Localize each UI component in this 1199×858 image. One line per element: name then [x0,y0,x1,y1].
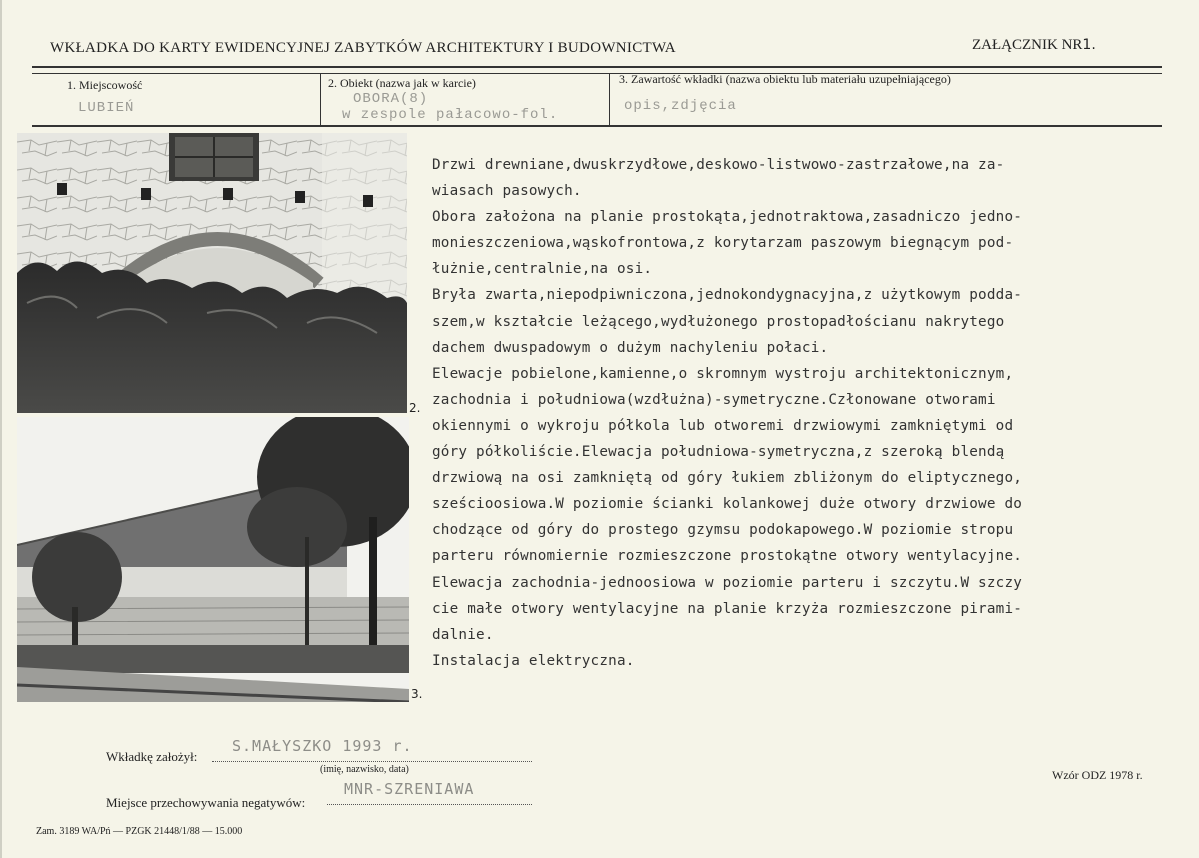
description-line: Drzwi drewniane,dwuskrzydłowe,deskowo-listwowo-zastrzałowe,na za- [432,157,1005,173]
description-line: Elewacje pobielone,kamienne,o skromnym wystroju architektonicznym, [432,365,1014,382]
description-line: Instalacja elektryczna. [432,652,635,669]
col-divider-2 [609,73,610,127]
description-line: Elewacja zachodnia-jednoosiowa w poziomie parteru i szczytu.W szczy [432,574,1023,591]
bottom-rule [32,125,1162,127]
print-info: Zam. 3189 WA/Pń — PZGK 21448/1/88 — 15.000 [36,826,243,837]
description-line: dachem dwuspadowym o dużym nachyleniu połaci. [432,339,829,356]
description-line: góry półkoliście.Elewacja południowa-symetryczna,z szeroką blendą [432,444,1005,461]
photo-1-number: 2. [409,401,421,415]
sheet-title: WKŁADKA DO KARTY EWIDENCYJNEJ ZABYTKÓW ARCHITEKTURY I BUDOWNICTWA [50,40,676,56]
field-3-value: opis,zdjęcia [624,98,737,114]
founder-value: S.MAŁYSZKO 1993 r. [232,737,413,755]
annex-number: 1. [1082,37,1096,53]
annex-label [972,37,1096,54]
field-2-label: 2. Obiekt (nazwa jak w karcie) [328,76,476,90]
photo-wall-arch-image [17,133,407,413]
founder-caption: (imię, nazwisko, data) [320,764,409,775]
photo-2-number: 3. [411,687,423,701]
description-line: zachodnia i południowa(wzdłużna)-symetryczne.Członowane otworami [432,391,996,408]
description-line: łużnie,centralnie,na osi. [432,261,653,278]
description-line: Obora założona na planie prostokąta,jednotraktowa,zasadniczo jedno- [432,209,1023,226]
description-line: szem,w kształcie leżącego,wydłużonego prostopadłościanu nakrytego [432,313,1005,330]
description-line: chodzące od góry do prostego gzymsu podokapowego.W poziomie stropu [432,522,1014,539]
photo-building-wall [17,417,409,702]
description-line: parteru równomiernie rozmieszczone prostokątne otwory wentylacyjne. [432,548,1023,565]
field-1-label: 1. Miejscowość [67,78,143,92]
form-code: Wzór ODZ 1978 r. [1052,768,1143,782]
field-2-value-line2: w zespole pałacowo-fol. [342,107,559,123]
photo-wall-arch [17,133,407,413]
description-line: cie małe otwory wentylacyjne na planie krzyża rozmieszczone pirami- [432,600,1023,617]
field-1-value: LUBIEŃ [78,100,135,116]
storage-dotted-line [327,804,532,805]
col-divider-1 [320,73,321,127]
storage-label: Miejsce przechowywania negatywów: [106,795,306,810]
field-3-label: 3. Zawartość wkładki (nazwa obiektu lub materiału uzupełniającego) [619,72,951,86]
field-2-value-line1: OBORA(8) [353,91,429,107]
top-rule [32,66,1162,68]
description-line: Bryła zwarta,niepodpiwniczona,jednokondygnacyjna,z użytkowym podda- [432,287,1023,304]
founder-label: Wkładkę założył: [106,749,198,764]
storage-value: MNR-SZRENIAWA [344,780,475,798]
annex-text: ZAŁĄCZNIK NR [972,37,1083,53]
description-line: drzwiową na osi zamkniętą od góry łukiem zbliżonym do eliptycznego, [432,470,1023,487]
description-line: wiasach pasowych. [432,183,582,200]
founder-dotted-line [212,761,532,762]
top-rule-2 [32,73,1162,74]
description-text [432,152,1162,674]
description-line: okiennymi o wykroju półkola lub otworemi drzwiowymi zamkniętymi od [432,417,1014,434]
description-line: sześcioosiowa.W poziomie ścianki kolankowej duże otwory drzwiowe do [432,496,1023,513]
description-line: monieszczeniowa,wąskofrontowa,z korytarzam paszowym biegnącym pod- [432,235,1014,252]
description-line: dalnie. [432,626,494,643]
photo-building-wall-image [17,417,409,702]
